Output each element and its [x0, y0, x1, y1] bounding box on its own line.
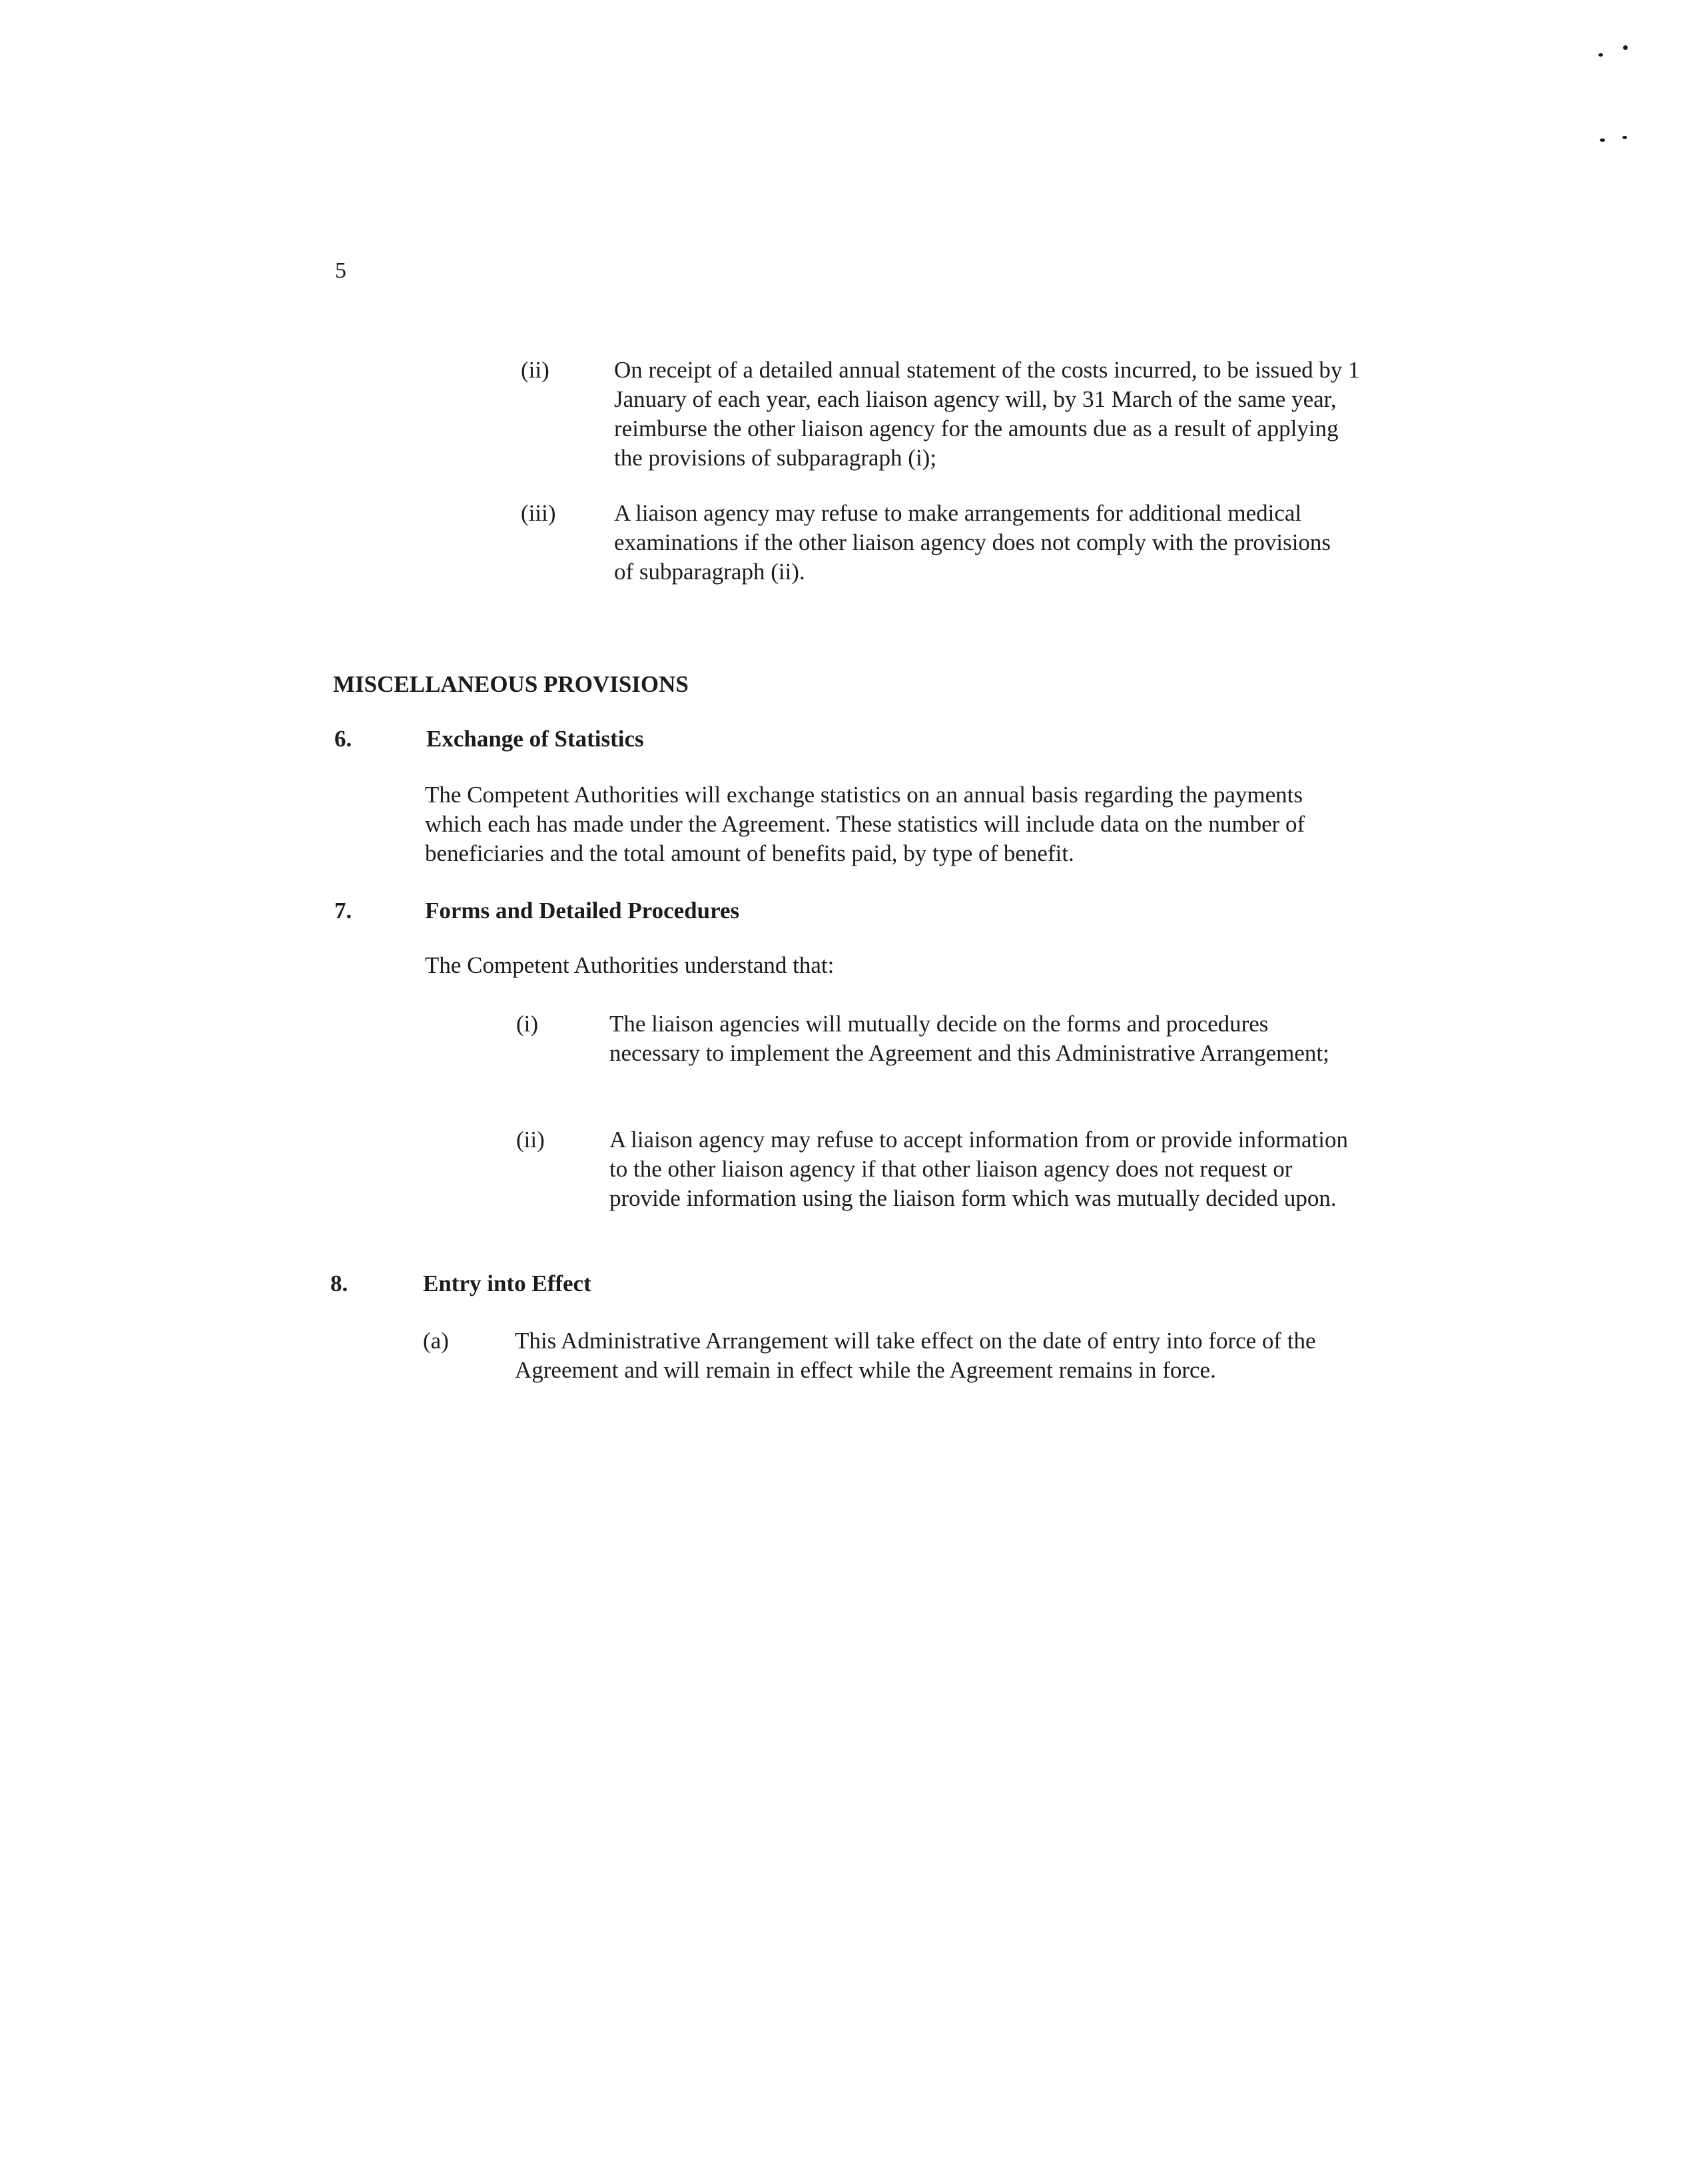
scan-speck [1623, 45, 1628, 50]
item-label: (ii) [516, 1127, 545, 1153]
scan-speck [1598, 53, 1603, 57]
item-label: (a) [423, 1328, 449, 1354]
section-number: 8. [330, 1270, 348, 1296]
section-number: 6. [334, 726, 352, 752]
item-text: On receipt of a detailed annual statement of the costs incurred, to be issued by 1 January of each year, each liaison agency will, by 31 March of the same year, reimburse the other liaison agency for the amounts due as a result of applying the provisions of subparagraph (i); [614, 357, 1360, 471]
section-title: Exchange of Statistics [426, 726, 644, 752]
item-label: (ii) [521, 357, 549, 383]
item-text: A liaison agency may refuse to accept information from or provide information to the other liaison agency if that other liaison agency does not request or provide information using the liaison form which was mutually decided upon. [609, 1127, 1348, 1211]
item-label: (iii) [521, 500, 556, 526]
section-heading: MISCELLANEOUS PROVISIONS [333, 671, 689, 697]
item-text: The liaison agencies will mutually decide on the forms and procedures necessary to implement the Agreement and this Administrative Arrangement; [609, 1011, 1329, 1066]
item-text: This Administrative Arrangement will take effect on the date of entry into force of the Agreement and will remain in effect while the Agreement remains in force. [515, 1328, 1316, 1383]
page-number: 5 [335, 258, 346, 283]
item-label: (i) [516, 1011, 539, 1037]
scan-speck [1622, 136, 1627, 139]
scan-speck [1600, 138, 1605, 142]
section-intro: The Competent Authorities understand that: [425, 952, 835, 978]
section-number: 7. [334, 898, 352, 924]
section-paragraph: The Competent Authorities will exchange statistics on an annual basis regarding the payments which each has made under the Agreement. These statistics will include data on the number of beneficiaries and the total amount of benefits paid, by type of benefit. [425, 782, 1305, 866]
item-text: A liaison agency may refuse to make arrangements for additional medical examinations if the other liaison agency does not comply with the provisions of subparagraph (ii). [614, 500, 1331, 585]
section-title: Forms and Detailed Procedures [425, 898, 740, 924]
section-title: Entry into Effect [423, 1270, 591, 1296]
